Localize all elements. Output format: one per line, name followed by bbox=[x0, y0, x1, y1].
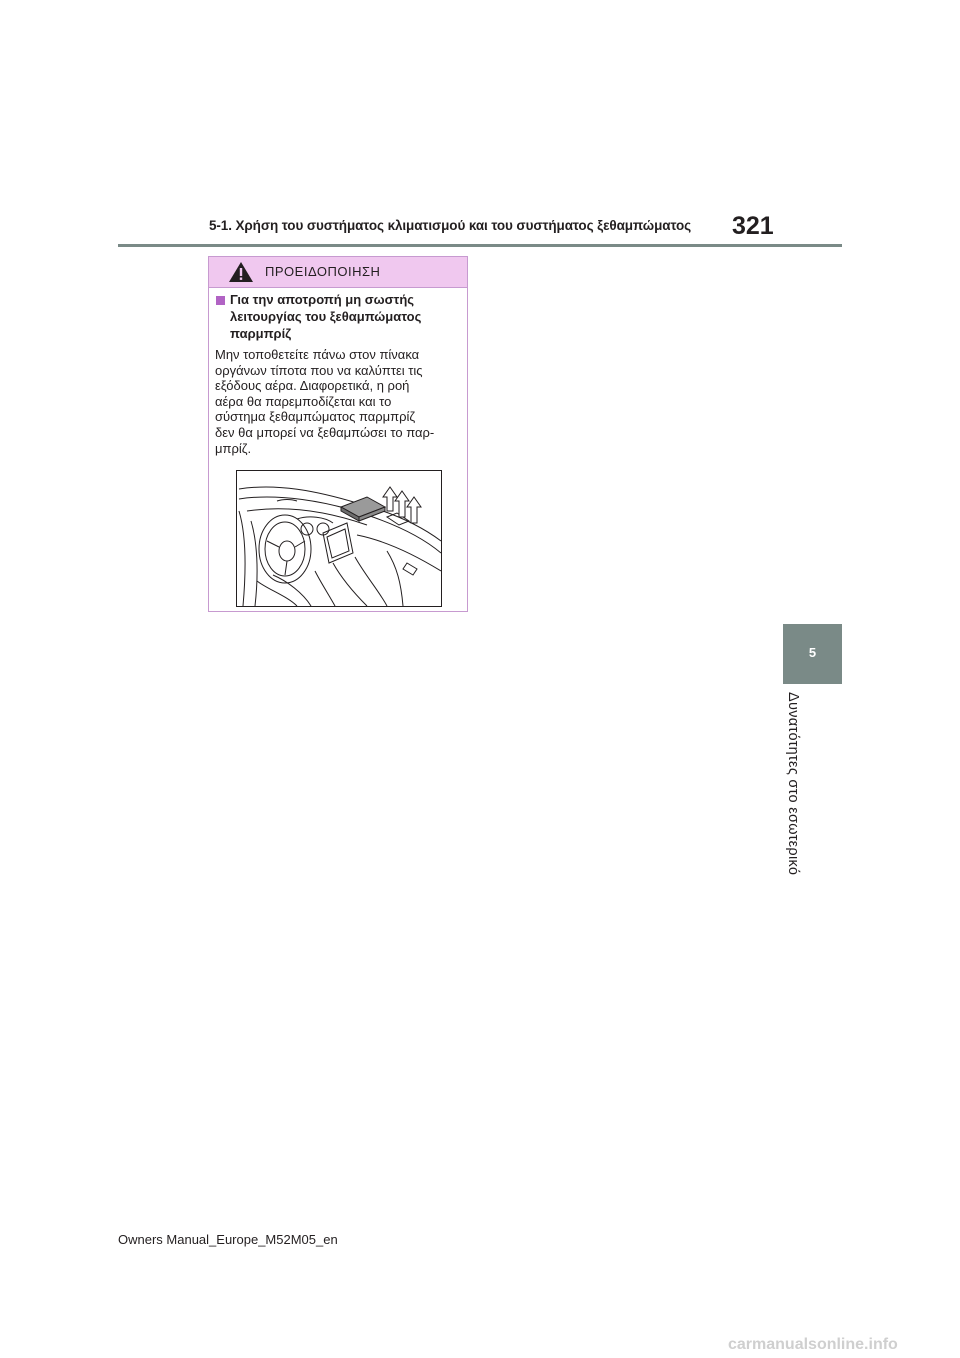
footer-text: Owners Manual_Europe_M52M05_en bbox=[118, 1232, 338, 1247]
dashboard-illustration bbox=[236, 470, 442, 607]
header-divider bbox=[118, 244, 842, 247]
section-title: 5-1. Χρήση του συστήματος κλιματισμού και του συστήματος ξεθαμπώματος bbox=[209, 218, 692, 233]
watermark: carmanualsonline.info bbox=[728, 1336, 898, 1353]
warning-heading: Για την αποτροπή μη σωστής λειτουργίας του ξεθαμπώματος παρμπρίζ bbox=[230, 292, 422, 341]
page-number: 321 bbox=[732, 212, 774, 240]
dashboard-illustration-icon bbox=[237, 471, 441, 606]
warning-label: ΠΡΟΕΙΔΟΠΟΙΗΣΗ bbox=[265, 264, 381, 279]
warning-triangle-icon bbox=[228, 261, 254, 283]
chapter-title: Δυνατότητες στο εσωτερικό bbox=[785, 692, 801, 876]
warning-header bbox=[209, 257, 467, 288]
chapter-number: 5 bbox=[808, 645, 817, 660]
chapter-tab bbox=[783, 624, 842, 684]
square-bullet-icon bbox=[216, 296, 225, 305]
warning-box bbox=[208, 256, 468, 612]
warning-body: Μην τοποθετείτε πάνω στον πίνακα οργάνων τίποτα που να καλύπτει τις εξόδους αέρα. Διαφορετικά, η ροή αέρα θα παρεμποδίζεται και το σύστημα ξεθαμπώματος παρμπρίζ δεν θα μπορεί να ξεθαμπώσει το παρ- μπρίζ. bbox=[215, 347, 435, 456]
